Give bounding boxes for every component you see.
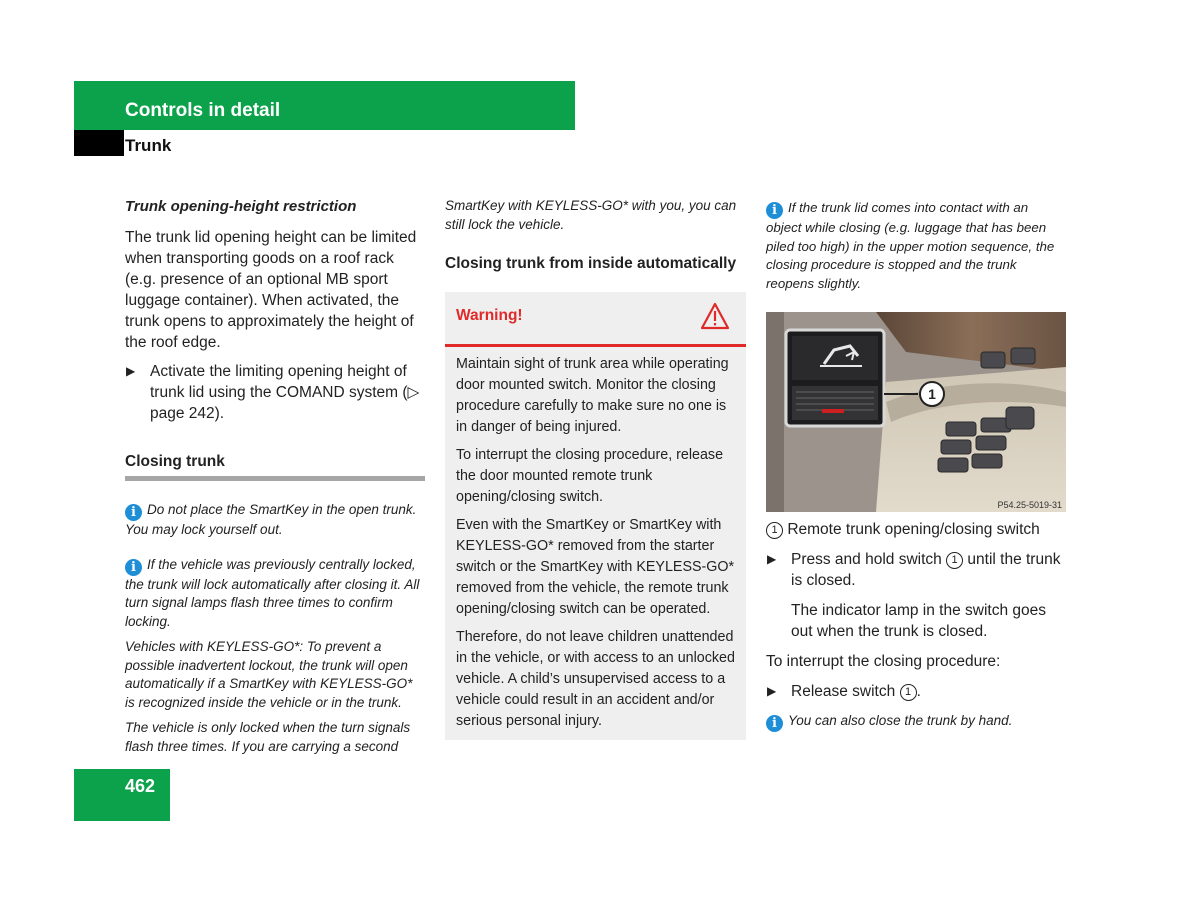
bullet-arrow-icon: ▶ <box>767 684 777 698</box>
info-icon: i <box>125 559 142 576</box>
door-panel-illustration <box>766 312 1066 512</box>
subsection-marker <box>74 130 124 156</box>
heading-rule <box>125 476 425 481</box>
warning-paragraph: Therefore, do not leave children unattended in the vehicle, or with access to an unlocked vehicle. A child’s unsupervised access to a vehicle could result in an accident and/or serious personal injury. <box>456 629 735 729</box>
note-close-by-hand: i You can also close the trunk by hand. <box>766 712 1066 732</box>
bullet-arrow-icon: ▶ <box>767 552 777 566</box>
page-number: 462 <box>125 776 156 796</box>
info-icon: i <box>766 715 783 732</box>
bullet-arrow-icon: ▶ <box>126 364 136 378</box>
bullet-activate: ▶ Activate the limiting opening height of trunk lid using the COMAND system (▷ page 242). <box>126 363 420 422</box>
intro-paragraph: The trunk lid opening height can be limited when transporting goods on a roof rack (e.g. presence of an optional MB sport luggage container). When activated, the trunk opens to approximately the height of the roof edge. <box>125 229 417 351</box>
note-keyless-go: Vehicles with KEYLESS-GO*: To prevent a possible inadvertent lockout, the trunk will open automatically if a SmartKey with KEYLESS-GO* is recognized inside the vehicle or in the trunk. <box>125 639 413 710</box>
info-icon: i <box>766 202 783 219</box>
heading-closing-inside: Closing trunk from inside automatically <box>445 255 737 272</box>
warning-header <box>445 292 746 347</box>
door-switch-photo <box>766 312 1066 512</box>
heading-opening-height: Trunk opening-height restriction <box>125 198 357 215</box>
column-left <box>125 197 425 756</box>
photo-caption: 1 Remote trunk opening/closing switch <box>766 519 1066 540</box>
callout-number: 1 <box>766 522 783 539</box>
info-icon: i <box>125 504 142 521</box>
note-contact-object: i If the trunk lid comes into contact with an object while closing (e.g. luggage that has been piled too high) in the upper motion sequence, the closing procedure is stopped and the trunk reopens slightly. <box>766 200 1055 291</box>
interrupt-text: To interrupt the closing procedure: <box>766 653 1001 670</box>
warning-paragraph: Even with the SmartKey or SmartKey with KEYLESS-GO* removed from the starter switch or the SmartKey with KEYLESS-GO* removed from the vehicle, the remote trunk opening/closing switch can be operated. <box>456 517 735 617</box>
subsection-title: Trunk <box>125 136 172 155</box>
callout-number: 1 <box>946 552 963 569</box>
bullet-press-hold: ▶ Press and hold switch 1 until the trunk is closed. <box>767 551 1061 589</box>
note-continuation: SmartKey with KEYLESS-GO* with you, you can still lock the vehicle. <box>445 198 737 232</box>
callout-number: 1 <box>900 684 917 701</box>
svg-text:1: 1 <box>928 386 936 402</box>
warning-box <box>445 292 746 740</box>
warning-title: Warning! <box>456 307 523 324</box>
photo-code: P54.25-5019-31 <box>997 500 1062 510</box>
note-locked: The vehicle is only locked when the turn signals flash three times. If you are carrying a second <box>125 720 411 754</box>
warning-paragraph: Maintain sight of trunk area while operating door mounted switch. Monitor the closing procedure carefully to make sure no one is in danger of being injured. <box>456 356 729 435</box>
warning-paragraph: To interrupt the closing procedure, release the door mounted remote trunk opening/closing switch. <box>456 447 724 505</box>
section-title: Controls in detail <box>125 100 281 121</box>
note-smartkey: i Do not place the SmartKey in the open trunk. You may lock yourself out. <box>125 502 417 537</box>
bullet-release: ▶ Release switch 1 . <box>767 683 921 700</box>
column-middle <box>445 197 746 740</box>
note-central-lock: i If the vehicle was previously centrally locked, the trunk will lock automatically after closing it. All turn signal lamps flash three times to confirm locking. <box>125 556 420 629</box>
warning-triangle-icon <box>700 302 730 330</box>
indicator-text: The indicator lamp in the switch goes out when the trunk is closed. <box>791 602 1047 640</box>
column-right <box>766 199 1066 732</box>
page-number-box <box>74 769 170 821</box>
heading-closing-trunk: Closing trunk <box>125 453 225 470</box>
